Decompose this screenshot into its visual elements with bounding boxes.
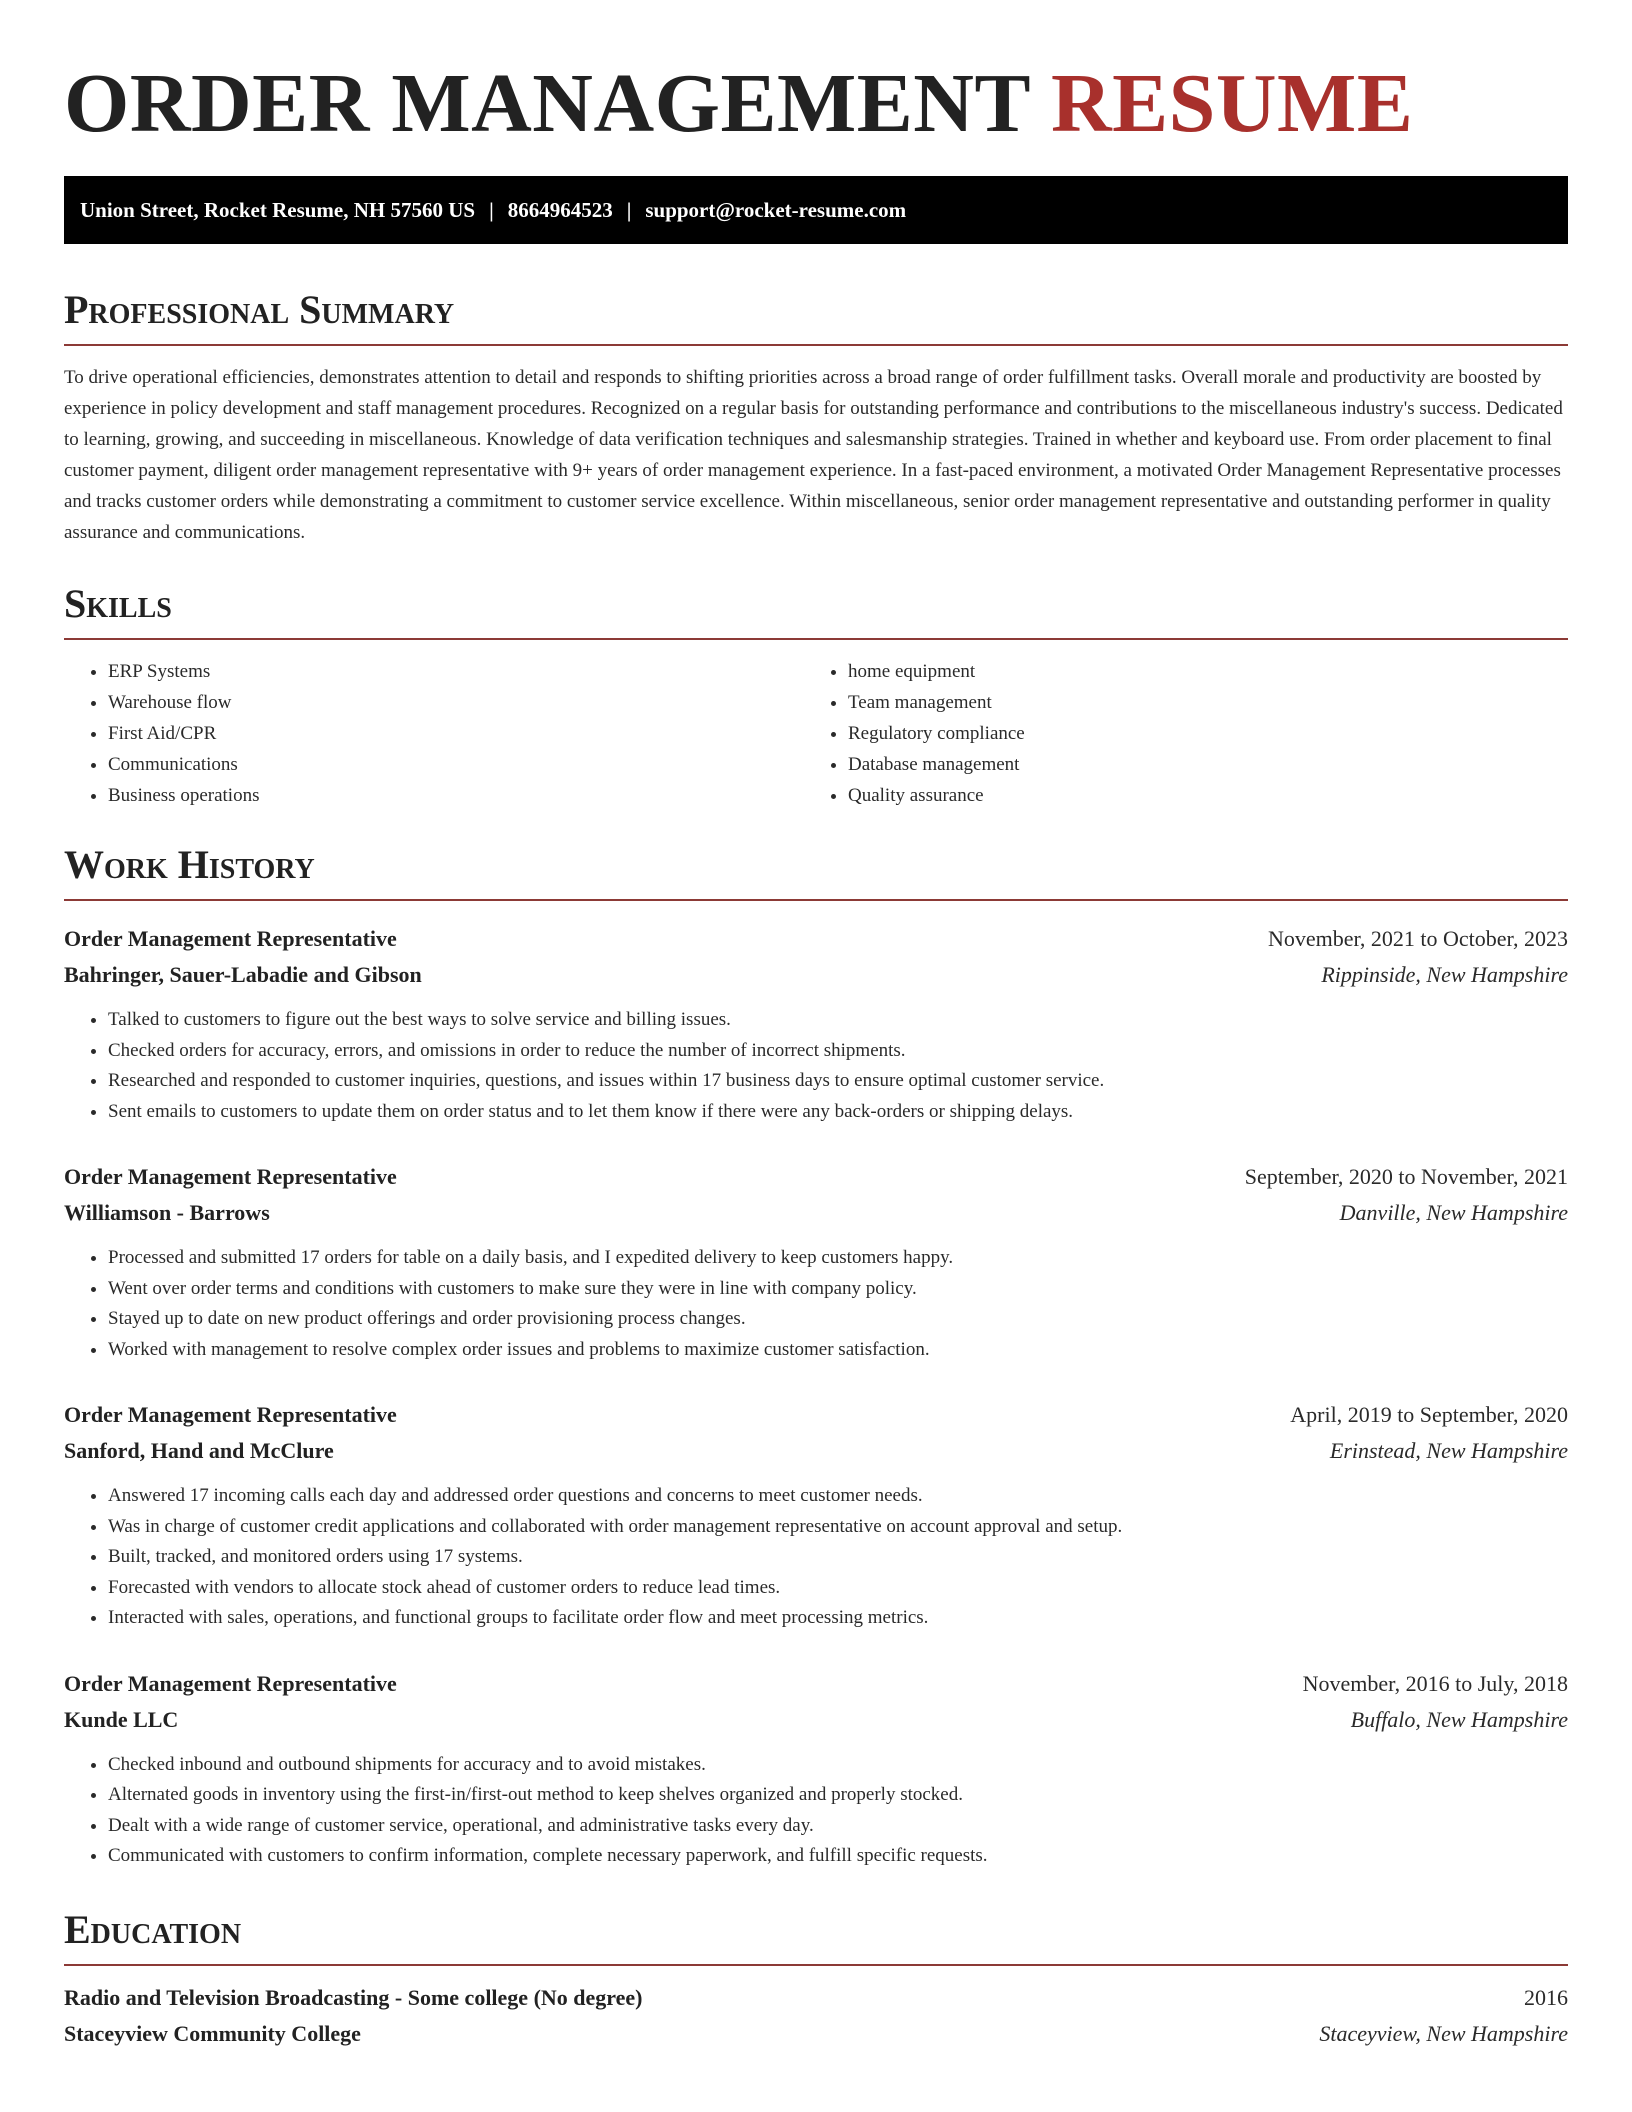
job-title: Order Management Representative: [64, 926, 397, 951]
job-dates: September, 2020 to November, 2021: [1244, 1164, 1568, 1189]
job-title: Order Management Representative: [64, 1402, 397, 1427]
job-entry: [64, 1666, 1568, 1872]
job-subheader: [64, 1702, 1568, 1738]
job-location: Buffalo, New Hampshire: [1350, 1706, 1568, 1732]
job-bullet: • Checked orders for accuracy, errors, and omissions in order to reduce the number of incorrect shipments.: [108, 1036, 1568, 1067]
job-entry: [64, 1159, 1568, 1365]
job-header: [64, 1397, 1568, 1433]
section-divider: [64, 899, 1568, 901]
job-title: Order Management Representative: [64, 1164, 397, 1189]
job-bullet: • Built, tracked, and monitored orders using 17 systems.: [108, 1542, 1568, 1573]
job-subheader: [64, 957, 1568, 993]
education-subheader: [64, 2016, 1568, 2052]
job-company: Bahringer, Sauer-Labadie and Gibson: [64, 962, 422, 987]
job-entry: [64, 921, 1568, 1127]
job-subheader: [64, 1195, 1568, 1231]
job-bullet: • Talked to customers to figure out the best ways to solve service and billing issues.: [108, 1005, 1568, 1036]
contact-phone[interactable]: 8664964523: [507, 198, 613, 222]
job-bullet: • Answered 17 incoming calls each day and addressed order questions and concerns to meet customer needs.: [108, 1481, 1568, 1512]
title-accent: RESUME: [1050, 57, 1414, 150]
resume-title: [64, 0, 1568, 168]
section-divider: [64, 638, 1568, 640]
job-company: Kunde LLC: [64, 1706, 179, 1732]
job-bullets: [64, 1243, 1568, 1365]
job-company: Sanford, Hand and McClure: [64, 1438, 334, 1463]
contact-separator: |: [626, 198, 632, 222]
contact-address: Union Street, Rocket Resume, NH 57560 US: [80, 198, 476, 222]
job-bullet: • Forecasted with vendors to allocate stock ahead of customer orders to reduce lead times.: [108, 1573, 1568, 1604]
section-divider: [64, 1964, 1568, 1966]
skills-list: [64, 656, 1568, 811]
job-bullet: • Researched and responded to customer inquiries, questions, and issues within 17 business days to ensure optimal customer service.: [108, 1066, 1568, 1097]
job-bullets: [64, 1481, 1568, 1634]
skill-item: • First Aid/CPR: [108, 718, 804, 749]
job-bullet: • Alternated goods in inventory using the first-in/first-out method to keep shelves organized and properly stocked.: [108, 1780, 1568, 1811]
job-bullet: • Processed and submitted 17 orders for table on a daily basis, and I expedited delivery to keep customers happy.: [108, 1243, 1568, 1274]
summary-text: To drive operational efficiencies, demonstrates attention to detail and responds to shifting priorities across a broad range of order fulfillment tasks. Overall morale and productivity are boosted by experience in policy development and staff management procedures. Recognized on a regular basis for outstanding performance and contributions to the miscellaneous industry's success. Dedicated to learning, growing, and succeeding in miscellaneous. Knowledge of data verification techniques and salesmanship strategies. Trained in whether and keyboard use. From order placement to final customer payment, diligent order management representative with 9+ years of order management experience. In a fast-paced environment, a motivated Order Management Representative processes and tracks customer orders while demonstrating a commitment to customer service excellence. Within miscellaneous, senior order management representative and outstanding performer in quality assurance and communications.: [64, 367, 1563, 543]
job-title: Order Management Representative: [64, 1670, 397, 1696]
skill-item: • Quality assurance: [848, 780, 1544, 811]
education-location: Staceyview, New Hampshire: [1319, 2020, 1568, 2046]
education-year: 2016: [1524, 1984, 1568, 2010]
job-bullet: • Sent emails to customers to update them on order status and to let them know if there were any back-orders or shipping delays.: [108, 1097, 1568, 1128]
education-degree: Radio and Television Broadcasting - Some college (No degree): [64, 1984, 643, 2010]
skill-item: • Database management: [848, 749, 1544, 780]
job-bullets: [64, 1005, 1568, 1127]
education-heading: Education: [64, 1906, 242, 1952]
skills-column-right: [804, 656, 1544, 811]
skill-item: • Team management: [848, 687, 1544, 718]
job-location: Danville, New Hampshire: [1339, 1200, 1568, 1225]
skill-item: • ERP Systems: [108, 656, 804, 687]
job-dates: April, 2019 to September, 2020: [1290, 1402, 1568, 1427]
skill-item: • Regulatory compliance: [848, 718, 1544, 749]
job-bullet: • Went over order terms and conditions with customers to make sure they were in line with company policy.: [108, 1274, 1568, 1305]
job-bullet: • Interacted with sales, operations, and functional groups to facilitate order flow and meet processing metrics.: [108, 1603, 1568, 1634]
resume-page: [64, 0, 1568, 2052]
job-bullet: • Communicated with customers to confirm information, complete necessary paperwork, and fulfill specific requests.: [108, 1841, 1568, 1872]
education-entry: [64, 1980, 1568, 2052]
job-bullet: • Dealt with a wide range of customer service, operational, and administrative tasks every day.: [108, 1811, 1568, 1842]
job-bullet: • Stayed up to date on new product offerings and order provisioning process changes.: [108, 1304, 1568, 1335]
skills-heading: Skills: [64, 581, 172, 626]
job-header: [64, 921, 1568, 957]
job-bullets: [64, 1750, 1568, 1872]
skills-column-left: [64, 656, 804, 811]
skill-item: • Warehouse flow: [108, 687, 804, 718]
job-dates: November, 2021 to October, 2023: [1267, 926, 1568, 951]
title-main: ORDER MANAGEMENT: [64, 57, 1030, 150]
education-header: [64, 1980, 1568, 2016]
job-company: Williamson - Barrows: [64, 1200, 270, 1225]
contact-bar: [64, 176, 1568, 244]
job-dates: November, 2016 to July, 2018: [1302, 1670, 1568, 1696]
skill-item: • Communications: [108, 749, 804, 780]
job-location: Rippinside, New Hampshire: [1321, 962, 1568, 987]
work-history-heading: Work History: [64, 842, 315, 887]
contact-email[interactable]: support@rocket-resume.com: [645, 198, 907, 222]
skill-item: • home equipment: [848, 656, 1544, 687]
contact-separator: |: [489, 198, 494, 222]
job-header: [64, 1666, 1568, 1702]
skill-item: • Business operations: [108, 780, 804, 811]
section-divider: [64, 344, 1568, 346]
job-bullet: • Worked with management to resolve complex order issues and problems to maximize customer satisfaction.: [108, 1335, 1568, 1366]
job-bullet: • Checked inbound and outbound shipments for accuracy and to avoid mistakes.: [108, 1750, 1568, 1781]
job-entry: [64, 1397, 1568, 1634]
job-bullet: • Was in charge of customer credit applications and collaborated with order management representative on account approval and setup.: [108, 1512, 1568, 1543]
job-subheader: [64, 1433, 1568, 1469]
job-location: Erinstead, New Hampshire: [1329, 1438, 1568, 1463]
education-school: Staceyview Community College: [64, 2020, 361, 2046]
summary-heading: Professional Summary: [64, 287, 455, 332]
job-header: [64, 1159, 1568, 1195]
